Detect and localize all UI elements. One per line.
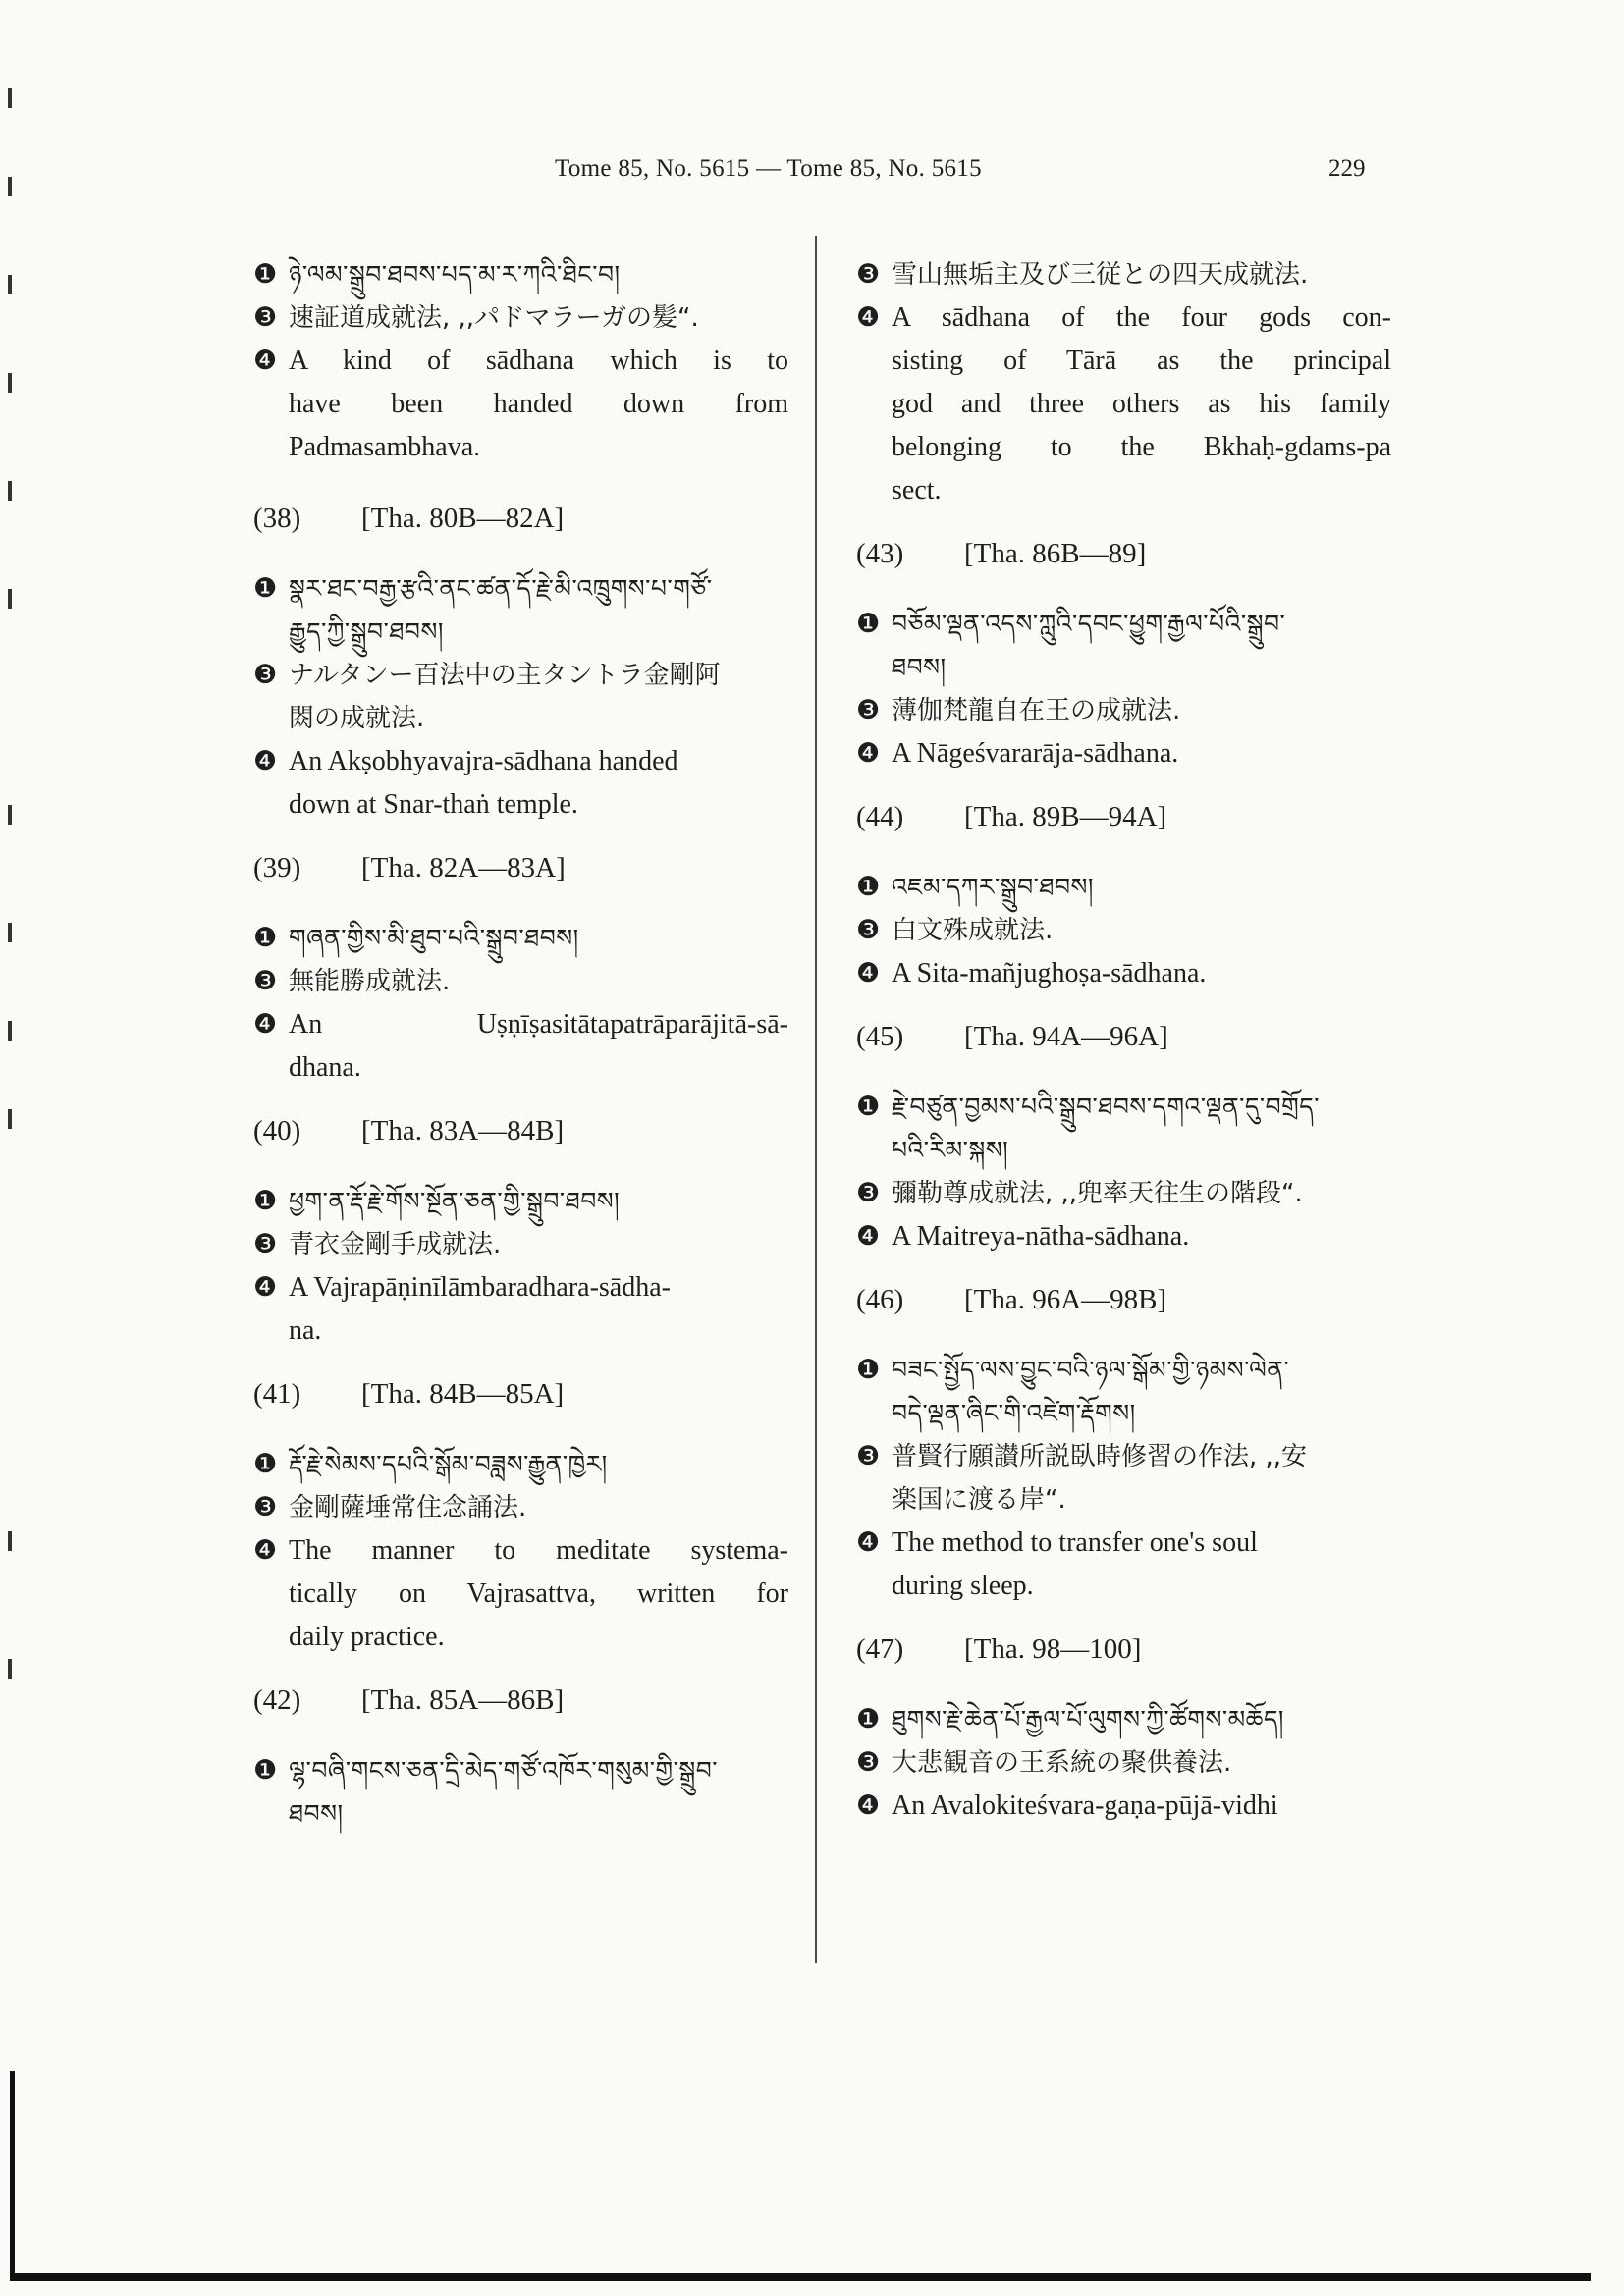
japanese-marker-icon: ❸ <box>856 1178 881 1208</box>
entry-number: (47) <box>856 1633 904 1665</box>
tibetan-text-line: སྣར་ཐང་བརྒྱ་རྩའི་ནང་ཚན་དོ་རྗེ་མི་འཁྲུགས་པ་གཙོ་ <box>289 574 713 603</box>
running-title: Tome 85, No. 5615 — Tome 85, No. 5615 <box>555 155 982 182</box>
page-number: 229 <box>1328 155 1366 182</box>
english-text-line: The manner to meditate systema- <box>289 1535 788 1566</box>
japanese-line <box>856 689 1391 732</box>
english-marker-icon: ❹ <box>856 958 881 988</box>
japanese-line <box>856 1435 1391 1522</box>
scan-edge-mark <box>8 923 12 942</box>
japanese-marker-icon: ❸ <box>253 1492 278 1522</box>
english-line <box>253 1529 788 1659</box>
english-text-line: during sleep. <box>892 1571 1034 1601</box>
english-marker-icon: ❹ <box>253 1535 278 1566</box>
entry-reference: [Tha. 96A—98B] <box>964 1284 1167 1315</box>
japanese-line <box>253 654 788 740</box>
entry-40 <box>253 1111 788 1353</box>
english-line <box>856 1522 1391 1608</box>
tibetan-title: ཐུགས་རྗེ་ཆེན་པོ་རྒྱལ་པོ་ལུགས་ཀྱི་ཚོགས་མཆོད། <box>892 1705 1284 1734</box>
english-line <box>253 1003 788 1090</box>
tibetan-marker-icon: ❶ <box>253 1755 278 1786</box>
english-line <box>856 732 1391 775</box>
english-description <box>892 1522 1391 1608</box>
entry-number: (45) <box>856 1021 904 1052</box>
english-marker-icon: ❹ <box>253 746 278 776</box>
english-description <box>289 1003 788 1090</box>
tibetan-marker-icon: ❶ <box>856 1092 881 1122</box>
english-text-line: A sādhana of the four gods con- <box>892 302 1391 333</box>
tibetan-marker-icon: ❶ <box>253 259 278 290</box>
english-text-line: A Vajrapāṇinīlāmbaradhara-sādha- <box>289 1272 671 1303</box>
tibetan-line <box>856 866 1391 909</box>
english-text-line: god and three others as his family <box>892 389 1391 419</box>
english-text-line: An Akṣobhyavajra-sādhana handed <box>289 746 678 776</box>
english-description: An Avalokiteśvara-gaṇa-pūjā-vidhi <box>892 1790 1278 1821</box>
entry-45 <box>856 1017 1391 1258</box>
english-text-line: An Uṣṇīṣasitātapatrāparājitā-sā- <box>289 1009 788 1040</box>
tibetan-text-line: བཟང་སྤྱོད་ལས་བྱུང་བའི་ཉལ་སྒོམ་གྱི་ཉམས་ལེན་ <box>892 1356 1290 1384</box>
tibetan-text-line: རྗེ་བཙུན་བྱམས་པའི་སྒྲུབ་ཐབས་དགའ་ལྡན་དུ་བགྲོད་ <box>892 1093 1320 1121</box>
english-marker-icon: ❹ <box>856 738 881 769</box>
japanese-text-line: 楽国に渡る岸“. <box>892 1485 1066 1515</box>
english-text-line: down at Snar-thaṅ temple. <box>289 789 578 820</box>
entry-reference: [Tha. 84B—85A] <box>361 1378 565 1410</box>
tibetan-title <box>892 1086 1391 1172</box>
english-marker-icon: ❹ <box>253 1272 278 1303</box>
tibetan-marker-icon: ❶ <box>856 1704 881 1735</box>
tibetan-title: གཞན་གྱིས་མི་ཐུབ་པའི་སྒྲུབ་ཐབས། <box>289 924 579 952</box>
tibetan-text-line: རྒྱུད་ཀྱི་སྒྲུབ་ཐབས། <box>289 617 444 646</box>
japanese-marker-icon: ❸ <box>856 915 881 945</box>
english-description: A Maitreya-nātha-sādhana. <box>892 1221 1190 1252</box>
tibetan-line <box>253 253 788 296</box>
entry-number: (43) <box>856 538 904 569</box>
entry-number: (42) <box>253 1684 301 1716</box>
entry-reference: [Tha. 85A—86B] <box>361 1684 565 1716</box>
entry-header <box>253 1111 788 1150</box>
japanese-title: 雪山無垢主及び三従との四天成就法. <box>892 260 1309 290</box>
entry-number: (38) <box>253 503 301 534</box>
tibetan-line <box>856 1086 1391 1172</box>
tibetan-line <box>253 1749 788 1836</box>
entry-reference: [Tha. 80B—82A] <box>361 503 565 534</box>
japanese-line <box>856 909 1391 952</box>
entry-number: (41) <box>253 1378 301 1410</box>
english-text-line: The method to transfer one's soul <box>892 1527 1258 1558</box>
japanese-line <box>253 1223 788 1266</box>
tibetan-text-line: བཅོམ་ལྡན་འདས་ཀླུའི་དབང་ཕྱུག་རྒྱལ་པོའི་སྒྲུབ་ <box>892 610 1286 638</box>
scan-bottom-border <box>10 2273 1591 2281</box>
tibetan-title <box>289 1749 788 1836</box>
entry-header <box>253 1681 788 1720</box>
japanese-marker-icon: ❸ <box>856 1441 881 1471</box>
japanese-marker-icon: ❸ <box>253 660 278 690</box>
entry-header <box>856 1017 1391 1056</box>
english-marker-icon: ❹ <box>856 1221 881 1252</box>
entry-header <box>856 1629 1391 1669</box>
tibetan-title: འཇམ་དཀར་སྒྲུབ་ཐབས། <box>892 873 1094 901</box>
english-text-line: daily practice. <box>289 1622 445 1652</box>
english-text-line: tically on Vajrasattva, written for <box>289 1578 788 1609</box>
tibetan-text-line: ལྷ་བཞི་གངས་ཅན་དྲི་མེད་གཙོ་འཁོར་གསུམ་གྱི་སྒྲུབ་ <box>289 1756 719 1785</box>
entry-reference: [Tha. 86B—89] <box>964 538 1147 569</box>
entry-42-continuation <box>856 253 1391 512</box>
entry-37-continuation <box>253 253 788 469</box>
left-column <box>253 253 788 1836</box>
entry-header <box>253 499 788 538</box>
japanese-line <box>253 296 788 340</box>
tibetan-line <box>856 1698 1391 1741</box>
japanese-marker-icon: ❸ <box>856 695 881 725</box>
scan-left-border <box>10 2071 15 2277</box>
tibetan-marker-icon: ❶ <box>253 1186 278 1216</box>
japanese-title: 白文殊成就法. <box>892 916 1054 945</box>
english-text-line: Padmasambhava. <box>289 432 481 462</box>
scan-edge-mark <box>8 481 12 501</box>
english-line <box>856 296 1391 512</box>
tibetan-marker-icon: ❶ <box>253 923 278 953</box>
right-column <box>856 253 1391 1828</box>
tibetan-text-line: བདེ་ལྡན་ཞིང་གི་འཛེག་རྡོགས། <box>892 1399 1136 1427</box>
tibetan-line <box>856 603 1391 689</box>
scan-edge-mark <box>8 1659 12 1679</box>
japanese-text-line: ナルタンー百法中の主タントラ金剛阿 <box>289 661 721 690</box>
page-header <box>0 155 1624 194</box>
japanese-title <box>289 654 788 740</box>
japanese-title: 青衣金剛手成就法. <box>289 1230 502 1259</box>
scan-edge-mark <box>8 275 12 294</box>
japanese-line <box>253 1486 788 1529</box>
english-description <box>289 1266 788 1353</box>
scan-edge-mark <box>8 1021 12 1041</box>
english-description: A Nāgeśvararāja-sādhana. <box>892 738 1179 769</box>
japanese-line <box>856 1741 1391 1785</box>
entry-reference: [Tha. 89B—94A] <box>964 801 1167 832</box>
japanese-marker-icon: ❸ <box>253 1229 278 1259</box>
english-text-line: have been handed down from <box>289 389 788 419</box>
english-line <box>856 1785 1391 1828</box>
english-marker-icon: ❹ <box>253 346 278 376</box>
english-text-line: sisting of Tārā as the principal <box>892 346 1391 376</box>
tibetan-line <box>253 1443 788 1486</box>
entry-number: (39) <box>253 852 301 883</box>
english-description <box>289 340 788 469</box>
tibetan-title <box>892 1349 1391 1435</box>
entry-number: (40) <box>253 1115 301 1147</box>
japanese-marker-icon: ❸ <box>856 1747 881 1778</box>
tibetan-marker-icon: ❶ <box>856 609 881 639</box>
entry-number: (44) <box>856 801 904 832</box>
entry-header <box>856 1280 1391 1319</box>
tibetan-text-line: ཐབས། <box>289 1799 344 1828</box>
scan-edge-mark <box>8 177 12 196</box>
english-marker-icon: ❹ <box>856 302 881 333</box>
entry-47 <box>856 1629 1391 1828</box>
scan-edge-mark <box>8 373 12 393</box>
entry-41 <box>253 1374 788 1659</box>
english-marker-icon: ❹ <box>253 1009 278 1040</box>
english-line <box>856 952 1391 995</box>
entry-reference: [Tha. 98—100] <box>964 1633 1142 1665</box>
japanese-title: 速証道成就法, ,,パドマラーガの髪“. <box>289 303 699 333</box>
english-text-line: sect. <box>892 475 942 506</box>
tibetan-title <box>892 603 1391 689</box>
entry-reference: [Tha. 82A—83A] <box>361 852 566 883</box>
english-text-line: belonging to the Bkhaḥ-gdams-pa <box>892 432 1391 462</box>
entry-38 <box>253 499 788 827</box>
entry-header <box>253 848 788 887</box>
english-description <box>289 1529 788 1659</box>
entry-44 <box>856 797 1391 995</box>
english-text-line: dhana. <box>289 1052 361 1083</box>
english-description <box>892 296 1391 512</box>
english-line <box>253 340 788 469</box>
tibetan-line <box>253 567 788 654</box>
scan-edge-mark <box>8 88 12 108</box>
english-text-line: na. <box>289 1315 322 1346</box>
english-line <box>253 1266 788 1353</box>
tibetan-title: ཕྱག་ན་རྡོ་རྗེ་གོས་སྔོན་ཅན་གྱི་སྒྲུབ་ཐབས། <box>289 1187 621 1215</box>
tibetan-line <box>856 1349 1391 1435</box>
tibetan-line <box>253 917 788 960</box>
japanese-marker-icon: ❸ <box>253 966 278 996</box>
japanese-title: 彌勒尊成就法, ,,兜率天往生の階段“. <box>892 1179 1303 1208</box>
english-line <box>856 1215 1391 1258</box>
english-line <box>253 740 788 827</box>
entry-42 <box>253 1681 788 1836</box>
entry-header <box>856 797 1391 836</box>
scan-edge-mark <box>8 589 12 609</box>
japanese-text-line: 普賢行願讃所説臥時修習の作法, ,,安 <box>892 1442 1308 1471</box>
entry-header <box>253 1374 788 1414</box>
japanese-line <box>856 253 1391 296</box>
japanese-title: 大悲観音の王系統の聚供養法. <box>892 1748 1232 1778</box>
japanese-title: 金剛薩埵常住念誦法. <box>289 1493 527 1522</box>
english-text-line: A kind of sādhana which is to <box>289 346 788 376</box>
tibetan-title: རྡོ་རྗེ་སེམས་དཔའི་སྒོམ་བཟླས་རྒྱུན་ཁྱེར། <box>289 1450 608 1478</box>
tibetan-line <box>253 1180 788 1223</box>
column-divider <box>815 236 817 1963</box>
tibetan-title: ཉེ་ལམ་སྒྲུབ་ཐབས་པད་མ་ར་ཀའི་ཐིང་བ། <box>289 260 621 289</box>
japanese-line <box>856 1172 1391 1215</box>
entry-43 <box>856 534 1391 775</box>
japanese-marker-icon: ❸ <box>856 259 881 290</box>
tibetan-text-line: པའི་རིམ་སྐས། <box>892 1136 1009 1164</box>
scan-edge-mark <box>8 805 12 825</box>
tibetan-text-line: ཐབས། <box>892 653 947 681</box>
japanese-title: 無能勝成就法. <box>289 967 451 996</box>
tibetan-title <box>289 567 788 654</box>
japanese-text-line: 閦の成就法. <box>289 704 425 733</box>
english-description <box>289 740 788 827</box>
english-marker-icon: ❹ <box>856 1790 881 1821</box>
entry-header <box>856 534 1391 573</box>
entry-number: (46) <box>856 1284 904 1315</box>
japanese-title: 薄伽梵龍自在王の成就法. <box>892 696 1181 725</box>
scan-edge-mark <box>8 1531 12 1551</box>
tibetan-marker-icon: ❶ <box>856 872 881 902</box>
entry-reference: [Tha. 94A—96A] <box>964 1021 1168 1052</box>
entry-46 <box>856 1280 1391 1608</box>
entry-39 <box>253 848 788 1090</box>
tibetan-marker-icon: ❶ <box>253 573 278 604</box>
japanese-marker-icon: ❸ <box>253 302 278 333</box>
tibetan-marker-icon: ❶ <box>253 1449 278 1479</box>
english-description: A Sita-mañjughoṣa-sādhana. <box>892 958 1207 988</box>
entry-reference: [Tha. 83A—84B] <box>361 1115 565 1147</box>
tibetan-marker-icon: ❶ <box>856 1355 881 1385</box>
scan-edge-mark <box>8 1109 12 1129</box>
japanese-line <box>253 960 788 1003</box>
english-marker-icon: ❹ <box>856 1527 881 1558</box>
japanese-title <box>892 1435 1391 1522</box>
